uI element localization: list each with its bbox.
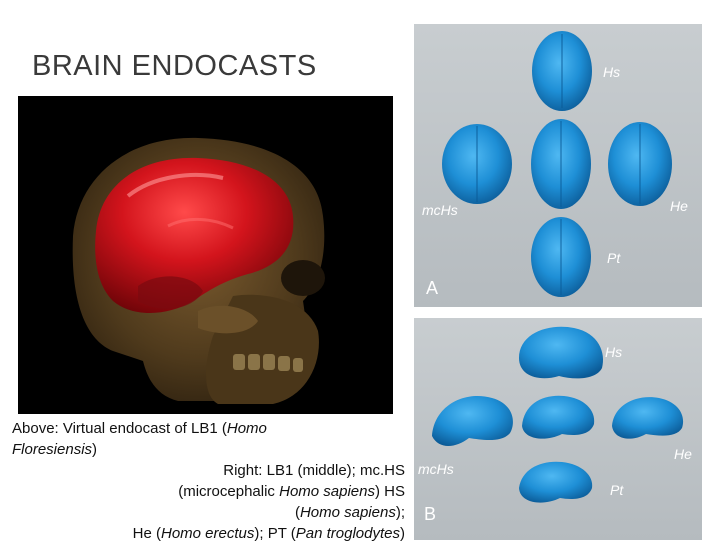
figure-caption	[12, 418, 405, 544]
label-mchs: mcHs	[418, 461, 454, 477]
caption-text: )	[400, 525, 405, 542]
panel-a-superior-views	[414, 24, 702, 307]
caption-text: (microcephalic	[178, 483, 280, 500]
panel-b-endocasts	[414, 318, 702, 540]
caption-italic: Homo sapiens	[299, 504, 396, 521]
panel-letter-a: A	[426, 278, 439, 298]
caption-italic: Floresiensis	[12, 441, 93, 458]
label-pt: Pt	[607, 250, 621, 266]
caption-text: )	[92, 441, 98, 458]
caption-text: (	[294, 504, 300, 521]
caption-text: );	[395, 504, 405, 521]
caption-text: ); PT (	[254, 525, 296, 542]
endocast-mchs-side	[432, 396, 513, 446]
caption-text: ) HS	[375, 483, 405, 500]
caption-line-3	[12, 460, 405, 481]
caption-line-6	[12, 523, 405, 544]
caption-text: Above: Virtual endocast of LB1 (	[12, 420, 227, 437]
caption-line-5	[12, 502, 405, 523]
label-hs: Hs	[603, 64, 621, 80]
caption-italic: Homo	[226, 420, 267, 437]
label-he: He	[674, 446, 692, 462]
caption-text: Right: LB1 (middle); mc.HS	[223, 462, 405, 479]
endocast-pt-side	[519, 462, 592, 503]
caption-line-2	[12, 439, 405, 460]
caption-italic: Homo sapiens	[279, 483, 375, 500]
caption-line-1	[12, 418, 405, 439]
label-he: He	[670, 198, 688, 214]
panel-a-endocasts	[414, 24, 702, 307]
caption-line-4	[12, 481, 405, 502]
endocast-hs-side	[519, 327, 603, 379]
skull-endocast-illustration	[18, 96, 393, 414]
caption-italic: Homo erectus	[161, 525, 255, 542]
label-pt: Pt	[610, 482, 624, 498]
caption-text: He (	[132, 525, 161, 542]
slide-title: BRAIN ENDOCASTS	[32, 50, 317, 82]
skull-endocast-image	[18, 96, 393, 414]
endocast-he-side	[612, 397, 683, 439]
panel-letter-b: B	[424, 504, 437, 524]
caption-italic: Pan troglodytes	[295, 525, 400, 542]
label-hs: Hs	[605, 344, 623, 360]
endocast-lb1-side	[522, 396, 594, 439]
label-mchs: mcHs	[422, 202, 458, 218]
panel-b-lateral-views	[414, 318, 702, 540]
